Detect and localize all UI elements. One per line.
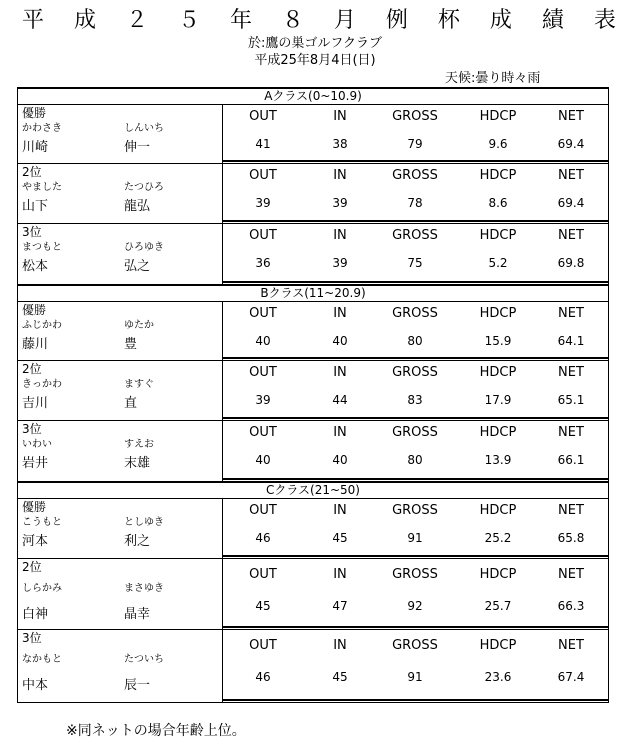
player-entry xyxy=(17,421,609,482)
column-divider xyxy=(222,302,223,361)
header-divider xyxy=(222,699,609,701)
column-divider xyxy=(222,224,223,285)
score-hdcp: 9.6 xyxy=(488,137,508,151)
column-header-hdcp: HDCP xyxy=(479,306,517,321)
column-header-hdcp: HDCP xyxy=(479,425,517,440)
score-out: 40 xyxy=(255,334,271,348)
column-header-net: NET xyxy=(558,365,584,380)
column-divider xyxy=(222,164,223,224)
player-entry xyxy=(17,630,609,703)
column-header-gross: GROSS xyxy=(392,567,438,582)
kana-first-name: しんいち xyxy=(124,123,164,134)
header-divider xyxy=(222,478,609,480)
score-hdcp: 17.9 xyxy=(484,393,512,407)
header-divider xyxy=(222,555,609,557)
column-header-gross: GROSS xyxy=(392,168,438,183)
first-name: 直 xyxy=(124,396,138,411)
rank-label: 3位 xyxy=(22,631,42,645)
rank-label: 優勝 xyxy=(22,106,47,120)
score-out: 46 xyxy=(255,531,271,545)
score-hdcp: 13.9 xyxy=(484,453,512,467)
column-header-hdcp: HDCP xyxy=(479,567,517,582)
first-name: 末雄 xyxy=(124,456,151,471)
score-in: 39 xyxy=(332,256,348,270)
score-net: 69.8 xyxy=(557,256,585,270)
title-char: 例 xyxy=(385,8,408,33)
rank-label: 3位 xyxy=(22,225,42,239)
column-divider xyxy=(222,105,223,164)
score-hdcp: 8.6 xyxy=(488,196,508,210)
score-hdcp: 15.9 xyxy=(484,334,512,348)
column-header-hdcp: HDCP xyxy=(479,638,517,653)
kana-first-name: としゆき xyxy=(124,517,164,528)
column-header-in: IN xyxy=(333,365,347,380)
column-header-hdcp: HDCP xyxy=(479,109,517,124)
column-header-out: OUT xyxy=(249,425,277,440)
score-net: 69.4 xyxy=(557,196,585,210)
column-divider xyxy=(222,559,223,630)
player-entry xyxy=(17,302,609,361)
column-divider xyxy=(222,361,223,421)
kana-last-name: いわい xyxy=(22,439,52,450)
score-net: 65.8 xyxy=(557,531,585,545)
column-header-out: OUT xyxy=(249,365,277,380)
footnote: ※同ネットの場合年齢上位。 xyxy=(66,723,246,739)
column-header-net: NET xyxy=(558,503,584,518)
column-divider xyxy=(222,499,223,559)
score-in: 47 xyxy=(332,599,348,613)
last-name: 川崎 xyxy=(22,140,49,155)
header-divider xyxy=(222,220,609,222)
score-hdcp: 5.2 xyxy=(488,256,508,270)
score-in: 39 xyxy=(332,196,348,210)
last-name: 岩井 xyxy=(22,456,49,471)
score-out: 36 xyxy=(255,256,271,270)
kana-last-name: ふじかわ xyxy=(22,320,62,331)
title-char: 表 xyxy=(593,8,616,33)
column-header-gross: GROSS xyxy=(392,306,438,321)
score-gross: 83 xyxy=(407,393,423,407)
column-header-gross: GROSS xyxy=(392,503,438,518)
rank-label: 優勝 xyxy=(22,500,47,514)
score-gross: 80 xyxy=(407,334,423,348)
column-header-net: NET xyxy=(558,425,584,440)
title-char: 成 xyxy=(489,8,512,33)
column-header-net: NET xyxy=(558,168,584,183)
first-name: 晶幸 xyxy=(124,607,151,622)
column-header-in: IN xyxy=(333,638,347,653)
kana-first-name: ひろゆき xyxy=(124,242,164,253)
column-header-in: IN xyxy=(333,567,347,582)
column-header-out: OUT xyxy=(249,109,277,124)
player-entry xyxy=(17,164,609,224)
column-header-in: IN xyxy=(333,425,347,440)
first-name: 弘之 xyxy=(124,259,151,274)
column-header-hdcp: HDCP xyxy=(479,503,517,518)
column-header-out: OUT xyxy=(249,228,277,243)
column-header-in: IN xyxy=(333,228,347,243)
class-header: Aクラス(0~10.9) xyxy=(17,88,609,105)
column-header-out: OUT xyxy=(249,503,277,518)
column-divider xyxy=(222,630,223,703)
page-title xyxy=(0,8,630,34)
player-entry xyxy=(17,499,609,559)
score-in: 40 xyxy=(332,453,348,467)
score-in: 44 xyxy=(332,393,348,407)
column-header-gross: GROSS xyxy=(392,638,438,653)
kana-last-name: かわさき xyxy=(22,123,62,134)
kana-last-name: やました xyxy=(22,182,62,193)
score-gross: 75 xyxy=(407,256,423,270)
column-header-out: OUT xyxy=(249,168,277,183)
column-divider xyxy=(222,421,223,482)
header-divider xyxy=(222,626,609,628)
score-gross: 92 xyxy=(407,599,423,613)
column-header-in: IN xyxy=(333,306,347,321)
player-entry xyxy=(17,224,609,285)
first-name: 辰一 xyxy=(124,678,151,693)
title-char: ２ xyxy=(125,8,148,33)
column-header-hdcp: HDCP xyxy=(479,365,517,380)
kana-last-name: きっかわ xyxy=(22,379,62,390)
player-entry xyxy=(17,559,609,630)
first-name: 伸一 xyxy=(124,140,151,155)
kana-first-name: まさゆき xyxy=(124,583,164,594)
header-divider xyxy=(222,357,609,359)
score-in: 45 xyxy=(332,531,348,545)
score-net: 64.1 xyxy=(557,334,585,348)
column-header-net: NET xyxy=(558,228,584,243)
score-in: 45 xyxy=(332,670,348,684)
class-header: Cクラス(21~50) xyxy=(17,482,609,499)
last-name: 白神 xyxy=(22,607,49,622)
column-header-net: NET xyxy=(558,306,584,321)
score-gross: 79 xyxy=(407,137,423,151)
title-char: 月 xyxy=(333,8,356,33)
column-header-out: OUT xyxy=(249,306,277,321)
column-header-gross: GROSS xyxy=(392,228,438,243)
score-gross: 91 xyxy=(407,531,423,545)
column-header-hdcp: HDCP xyxy=(479,228,517,243)
rank-label: 優勝 xyxy=(22,303,47,317)
score-net: 66.1 xyxy=(557,453,585,467)
header-divider xyxy=(222,160,609,162)
first-name: 龍弘 xyxy=(124,199,151,214)
column-header-in: IN xyxy=(333,109,347,124)
rank-label: 3位 xyxy=(22,422,42,436)
last-name: 吉川 xyxy=(22,396,49,411)
score-gross: 78 xyxy=(407,196,423,210)
column-header-gross: GROSS xyxy=(392,109,438,124)
first-name: 利之 xyxy=(124,534,151,549)
title-char: 年 xyxy=(229,8,252,33)
score-out: 45 xyxy=(255,599,271,613)
kana-first-name: ゆたか xyxy=(124,320,154,331)
last-name: 松本 xyxy=(22,259,49,274)
header-divider xyxy=(222,417,609,419)
score-in: 38 xyxy=(332,137,348,151)
weather-text: 天候:曇り時々雨 xyxy=(445,71,541,86)
score-gross: 80 xyxy=(407,453,423,467)
date-text: 平成25年8月4日(日) xyxy=(254,53,376,68)
column-header-net: NET xyxy=(558,567,584,582)
score-net: 65.1 xyxy=(557,393,585,407)
score-in: 40 xyxy=(332,334,348,348)
column-header-out: OUT xyxy=(249,638,277,653)
score-hdcp: 25.2 xyxy=(484,531,512,545)
column-header-gross: GROSS xyxy=(392,365,438,380)
kana-first-name: すえお xyxy=(124,439,154,450)
title-char: 績 xyxy=(541,8,564,33)
rank-label: 2位 xyxy=(22,560,42,574)
score-hdcp: 25.7 xyxy=(484,599,512,613)
header-divider xyxy=(222,281,609,283)
first-name: 豊 xyxy=(124,337,138,352)
rank-label: 2位 xyxy=(22,362,42,376)
title-char: 平 xyxy=(22,8,45,33)
column-header-hdcp: HDCP xyxy=(479,168,517,183)
last-name: 山下 xyxy=(22,199,49,214)
title-char: ５ xyxy=(177,8,200,33)
title-char: 杯 xyxy=(437,8,460,33)
last-name: 河本 xyxy=(22,534,49,549)
kana-first-name: たついち xyxy=(124,654,164,665)
score-out: 46 xyxy=(255,670,271,684)
kana-first-name: ますぐ xyxy=(124,379,154,390)
kana-last-name: なかもと xyxy=(22,654,62,665)
last-name: 中本 xyxy=(22,678,49,693)
column-header-out: OUT xyxy=(249,567,277,582)
score-net: 66.3 xyxy=(557,599,585,613)
score-out: 40 xyxy=(255,453,271,467)
score-gross: 91 xyxy=(407,670,423,684)
score-net: 67.4 xyxy=(557,670,585,684)
rank-label: 2位 xyxy=(22,165,42,179)
column-header-in: IN xyxy=(333,503,347,518)
class-header: Bクラス(11~20.9) xyxy=(17,285,609,302)
kana-first-name: たつひろ xyxy=(124,182,164,193)
kana-last-name: まつもと xyxy=(22,242,62,253)
kana-last-name: こうもと xyxy=(22,517,62,528)
venue-text: 於:鷹の巣ゴルフクラブ xyxy=(248,36,382,51)
score-net: 69.4 xyxy=(557,137,585,151)
column-header-gross: GROSS xyxy=(392,425,438,440)
score-out: 39 xyxy=(255,196,271,210)
player-entry xyxy=(17,361,609,421)
last-name: 藤川 xyxy=(22,337,49,352)
player-entry xyxy=(17,105,609,164)
score-out: 41 xyxy=(255,137,271,151)
title-char: 成 xyxy=(73,8,96,33)
column-header-net: NET xyxy=(558,638,584,653)
score-hdcp: 23.6 xyxy=(484,670,512,684)
kana-last-name: しらかみ xyxy=(22,583,62,594)
column-header-in: IN xyxy=(333,168,347,183)
score-out: 39 xyxy=(255,393,271,407)
column-header-net: NET xyxy=(558,109,584,124)
title-char: ８ xyxy=(281,8,304,33)
